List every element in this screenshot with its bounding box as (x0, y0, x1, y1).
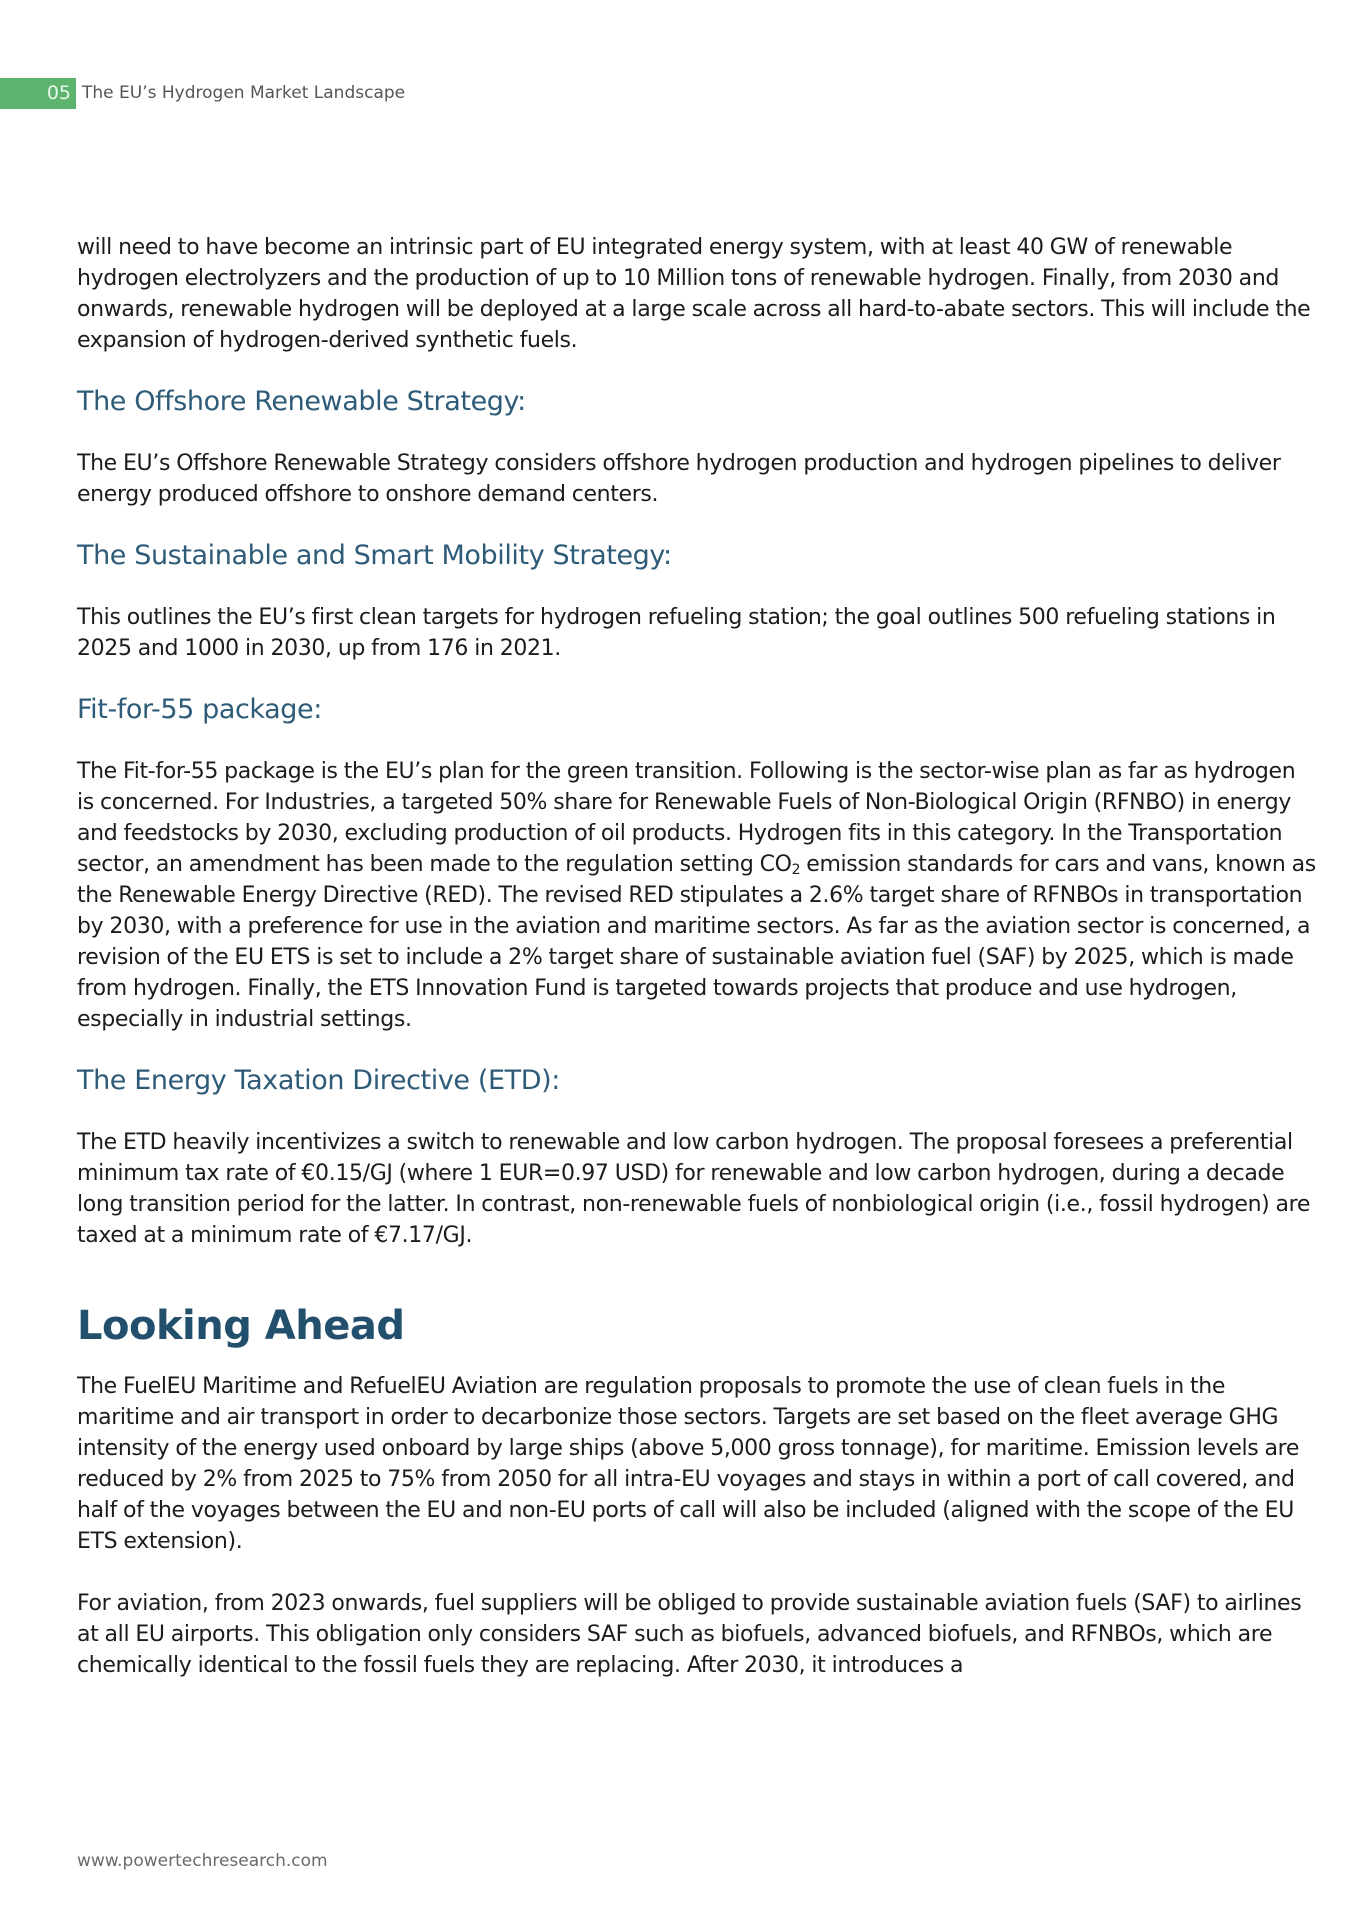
paragraph-offshore-renewable-strategy: The EU’s Offshore Renewable Strategy considers offshore hydrogen production and hydrogen pipelines to deliver energy produced offshore to onshore demand centers. (77, 451, 1281, 507)
heading-fit-for-55: Fit-for-55 package: (77, 694, 322, 725)
co2-subscript: 2 (791, 862, 801, 878)
intro-paragraph: will need to have become an intrinsic part of EU integrated energy system, with at least 40 GW of renewable hydrogen electrolyzers and the production of up to 10 Million tons of renewable hydrogen. Finally, from 2030 and onwards, renewable hydrogen will be deployed at a large scale across all hard-to-abate sectors. This will include the expansion of hydrogen-derived synthetic fuels. (77, 235, 1311, 353)
paragraph-fit-for-55 (77, 756, 1317, 1035)
paragraph-energy-taxation-directive: The ETD heavily incentivizes a switch to renewable and low carbon hydrogen. The proposal foresees a preferential minimum tax rate of €0.15/GJ (where 1 EUR=0.97 USD) for renewable and low carbon hydrogen, during a decade long transition period for the latter. In contrast, non-renewable fuels of nonbiological origin (i.e., fossil hydrogen) are taxed at a minimum rate of €7.17/GJ. (77, 1130, 1311, 1248)
page-number-badge: 05 (0, 78, 76, 109)
paragraph-sustainable-smart-mobility: This outlines the EU’s first clean targets for hydrogen refueling station; the goal outlines 500 refueling stations in 2025 and 1000 in 2030, up from 176 in 2021. (77, 605, 1276, 661)
heading-energy-taxation-directive: The Energy Taxation Directive (ETD): (77, 1065, 560, 1096)
fit-for-55-text-part2: emission standards for cars and vans, known as the Renewable Energy Directive (RED). The revised RED stipulates a 2.6% target share of RFNBOs in transportation by 2030, with a preference for use in the aviation and maritime sectors. As far as the aviation sector is concerned, a revision of the EU ETS is set to include a 2% target share of sustainable aviation fuel (SAF) by 2025, which is made from hydrogen. Finally, the ETS Innovation Fund is targeted towards projects that produce and use hydrogen, especially in industrial settings. (77, 852, 1316, 1032)
heading-sustainable-smart-mobility: The Sustainable and Smart Mobility Strategy: (77, 540, 672, 571)
fit-for-55-text-part1: The Fit-for-55 package is the EU’s plan for the green transition. Following is the sector-wise plan as far as hydrogen is concerned. For Industries, a targeted 50% share for Renewable Fuels of Non-Biological Origin (RFNBO) in energy and feedstocks by 2030, excluding production of oil products. Hydrogen fits in this category. In the Transportation sector, an amendment has been made to the regulation setting CO (77, 759, 1296, 877)
running-section-title: The EU’s Hydrogen Market Landscape (82, 83, 406, 103)
paragraph-looking-ahead-aviation: For aviation, from 2023 onwards, fuel suppliers will be obliged to provide sustainable aviation fuels (SAF) to airlines at all EU airports. This obligation only considers SAF such as biofuels, advanced biofuels, and RFNBOs, which are chemically identical to the fossil fuels they are replacing. After 2030, it introduces a (77, 1591, 1302, 1678)
footer-website-link[interactable]: www.powertechresearch.com (77, 1851, 328, 1871)
page-content (77, 232, 1317, 1681)
page-header (0, 78, 405, 109)
paragraph-looking-ahead-maritime: The FuelEU Maritime and RefuelEU Aviation are regulation proposals to promote the use of clean fuels in the maritime and air transport in order to decarbonize those sectors. Targets are set based on the fleet average GHG intensity of the energy used onboard by large ships (above 5,000 gross tonnage), for maritime. Emission levels are reduced by 2% from 2025 to 75% from 2050 for all intra-EU voyages and stays in within a port of call covered, and half of the voyages between the EU and non-EU ports of call will also be included (aligned with the scope of the EU ETS extension). (77, 1374, 1300, 1554)
heading-offshore-renewable-strategy: The Offshore Renewable Strategy: (77, 386, 526, 417)
heading-looking-ahead: Looking Ahead (77, 1303, 405, 1349)
